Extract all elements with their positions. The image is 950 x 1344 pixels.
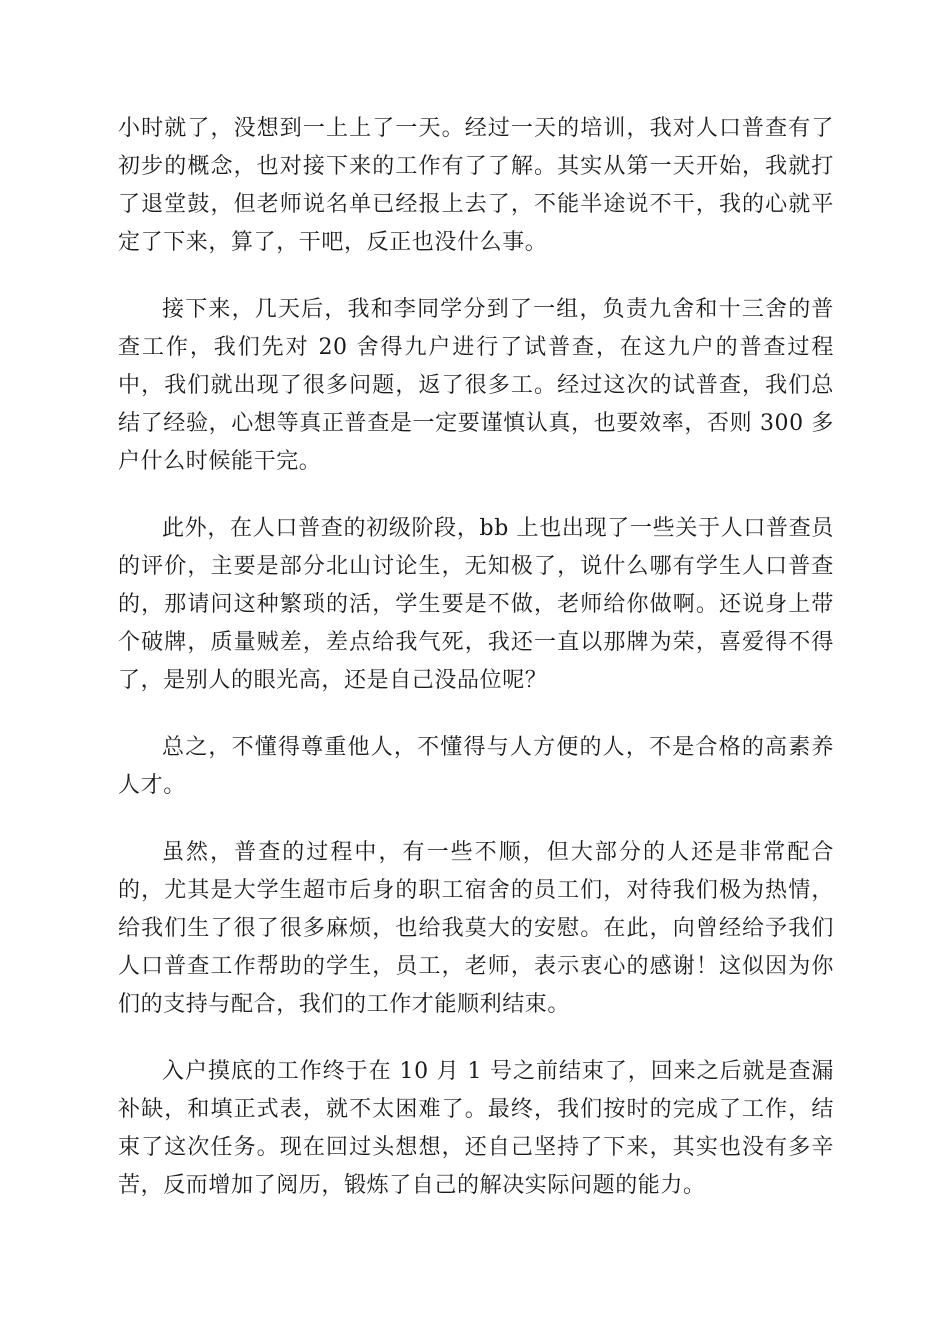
paragraph-2: 接下来，几天后，我和李同学分到了一组，负责九舍和十三舍的普查工作，我们先对 20 舍得九户进行了试普查，在这九户的普查过程中，我们就出现了很多问题，返了很多工。经过这次的试普查，我们总结了经验，心想等真正普查是一定要谨慎认真，也要效率，否则 300 多户什么时候能干完。 (118, 297, 834, 474)
paragraph-4: 总之，不懂得尊重他人，不懂得与人方便的人，不是合格的高素养人才。 (118, 735, 834, 798)
document-page (118, 0, 834, 1344)
paragraph-6: 入户摸底的工作终于在 10 月 1 号之前结束了，回来之后就是查漏补缺，和填正式表，就不太困难了。最终，我们按时的完成了工作，结束了这次任务。现在回过头想想，还自己坚持了下来，其实也没有多辛苦，反而增加了阅历，锻炼了自己的解决实际问题的能力。 (118, 1059, 834, 1198)
document-body (118, 110, 834, 1234)
paragraph-3: 此外，在人口普查的初级阶段，bb 上也出现了一些关于人口普查员的评价，主要是部分北山讨论生，无知极了，说什么哪有学生人口普查的，那请问这种繁琐的活，学生要是不做，老师给你做啊。还说身上带个破牌，质量贼差，差点给我气死，我还一直以那牌为荣，喜爱得不得了，是别人的眼光高，还是自己没品位呢？ (118, 516, 834, 693)
paragraph-5: 虽然，普查的过程中，有一些不顺，但大部分的人还是非常配合的，尤其是大学生超市后身的职工宿舍的员工们，对待我们极为热情，给我们生了很了很多麻烦，也给我莫大的安慰。在此，向曾经给予我们人口普查工作帮助的学生，员工，老师，表示衷心的感谢！这似因为你们的支持与配合，我们的工作才能顺利结束。 (118, 840, 834, 1017)
paragraph-1: 小时就了，没想到一上上了一天。经过一天的培训，我对人口普查有了初步的概念，也对接下来的工作有了了解。其实从第一天开始，我就打了退堂鼓，但老师说名单已经报上去了，不能半途说不干，我的心就平定了下来，算了，干吧，反正也没什么事。 (118, 116, 834, 255)
